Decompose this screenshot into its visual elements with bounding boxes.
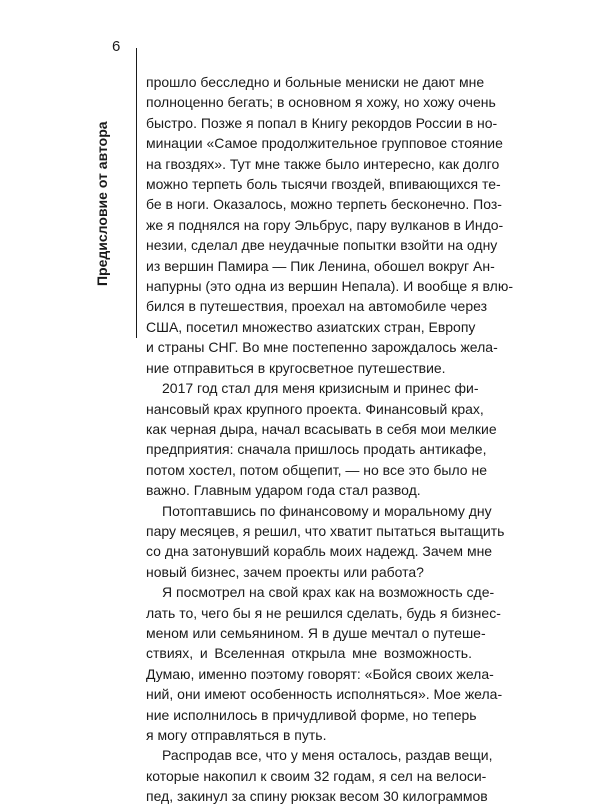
paragraph [146,582,503,745]
text-line: Я посмотрел на свой крах как на возможность сде- [162,584,495,601]
text-line: как черная дыра, начал всасывать в себя мои мелкие [146,420,497,437]
text-line: полноценно бегать; в основном я хожу, но хожу очень [146,94,496,111]
page-number: 6 [112,38,121,55]
text-line: же я поднялся на гору Эльбрус, пару вулканов в Индо- [146,216,504,233]
text-line: пед, закинул за спину рюкзак весом 30 килограммов [146,788,488,805]
text-line: напурны (это одна из вершин Непала). И вообще я влю- [146,278,513,295]
text-line: ние отправиться в кругосветное путешествие. [146,359,446,376]
text-line: бился в путешествия, проехал на автомобиле через [146,298,488,315]
text-line: и страны СНГ. Во мне постепенно зарождалось жела- [146,339,498,356]
text-line: пару месяцев, я решил, что хватит пытаться вытащить [146,522,505,539]
text-line: лать то, чего бы я не решился сделать, будь я бизнес- [146,604,501,621]
side-rule [136,48,137,338]
text-line: прошло бесследно и больные мениски не дают мне [146,74,485,90]
text-line: Потоптавшись по финансовому и моральному дну [162,502,492,519]
text-line: новый бизнес, зачем проекты или работа? [146,563,424,580]
paragraph [146,72,513,378]
text-line: бе в ноги. Оказалось, можно терпеть бесконечно. Поз- [146,196,502,213]
paragraph [146,378,497,500]
text-line: Думаю, именно поэтому говорят: «Бойся своих жела- [146,665,494,682]
text-column [146,72,513,807]
text-line: быстро. Позже я попал в Книгу рекордов России в но- [146,114,498,131]
text-line: потом хостел, потом общепит, — но все это было не [146,461,487,478]
paragraph [146,501,505,583]
text-line: из вершин Памира — Пик Ленина, обошел вокруг Ан- [146,257,495,274]
text-line: ние исполнилось в причудливой форме, но теперь [146,706,477,723]
text-line: Распродав все, что у меня осталось, раздав вещи, [162,747,493,764]
text-line: со дна затонувший корабль моих надежд. Зачем мне [146,543,493,560]
text-line: можно терпеть боль тысячи гвоздей, впивающихся те- [146,176,501,193]
running-title: Предисловие от автора [94,121,110,286]
text-line: важно. Главным ударом года стал развод. [146,482,421,499]
text-line: на гвоздях». Тут мне также было интересно, как долго [146,155,500,172]
text-line: США, посетил множество азиатских стран, Европу [146,318,476,335]
text-line: я могу отправляться в путь. [146,727,327,743]
paragraph [146,745,493,806]
text-line: ствиях, и Вселенная открыла мне возможность. [146,645,472,662]
text-line: незии, сделал две неудачные попытки взойти на одну [146,237,498,254]
text-line: минации «Самое продолжительное групповое стояние [146,135,503,152]
text-line: ний, они имеют особенность исполняться». Мое жела- [146,686,503,703]
text-line: которые накопил к своим 32 годам, я сел на велоси- [146,767,487,784]
text-line: 2017 год стал для меня кризисным и принес фи- [162,380,479,397]
text-line: нансовый крах крупного проекта. Финансовый крах, [146,400,484,417]
text-line: предприятия: сначала пришлось продать антикафе, [146,441,487,458]
text-line: меном или семьянином. Я в душе мечтал о путеше- [146,624,486,641]
